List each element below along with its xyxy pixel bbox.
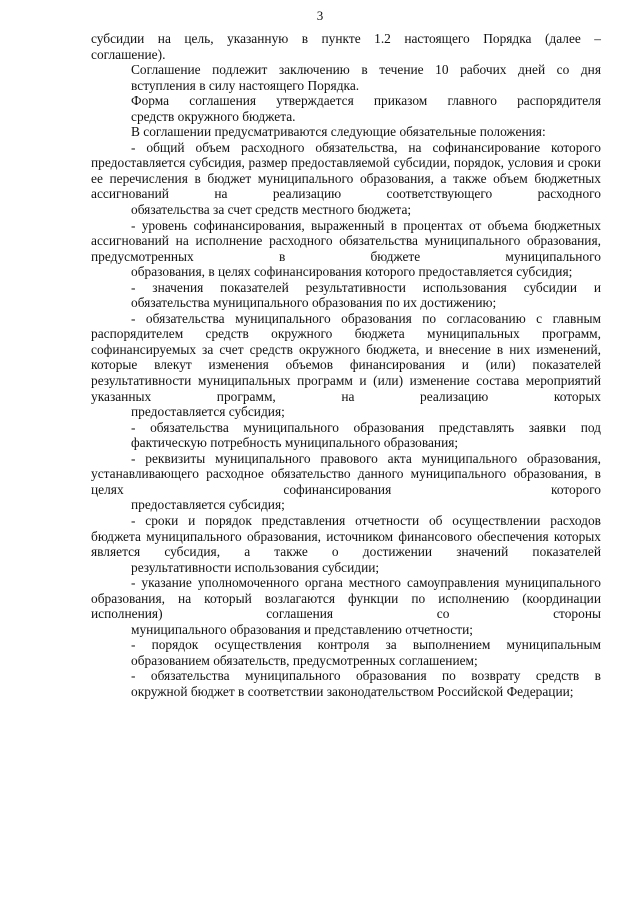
paragraph-line: исполнению (координации исполнения) соглашения со стороны [91, 590, 601, 622]
paragraph-last-line: окружной бюджет в соответствии законодательством Российской Федерации; [131, 683, 574, 699]
paragraph-line: Форма соглашения утверждается приказом главного распорядителя [131, 93, 601, 109]
paragraph-last-line: соглашение). [91, 46, 166, 62]
paragraph-line: субсидии на цель, указанную в пункте 1.2 настоящего Порядка (далее – [91, 31, 601, 46]
paragraph-line: бюджета муниципального образования, источником финансового обеспечения [91, 528, 549, 544]
paragraph-line: показателей результативности муниципальных программ и (или) изменение [91, 357, 601, 389]
paragraph-line: образования, устанавливающего расходное обязательство данного [91, 450, 601, 482]
paragraph [91, 451, 601, 513]
paragraph-line: - реквизиты муниципального правового акта муниципального [131, 450, 518, 466]
paragraph-line: предоставляется субсидия, размер предоставляемой субсидии, порядок, условия [91, 155, 554, 171]
paragraph-last-line: образования, в целях софинансирования которого предоставляется субсидия; [131, 264, 573, 280]
paragraph [91, 575, 601, 637]
paragraph-line: бюджетных ассигнований на реализацию соответствующего расходного [91, 170, 601, 202]
paragraph-line: - порядок осуществления контроля за выполнением муниципальным [131, 637, 601, 653]
paragraph-line: изменений, которые влекут изменения объемов финансирования и (или) [91, 341, 601, 373]
paragraph-line: софинансируемых за счет средств окружного бюджета, и внесение в них [91, 341, 531, 357]
paragraph-last-line: результативности использования субсидии; [131, 559, 380, 575]
paragraph [91, 124, 601, 140]
paragraph-last-line: муниципального образования и представлению отчетности; [131, 621, 473, 637]
paragraph-line: муниципального образования, предусмотренных в бюджете муниципального [91, 233, 601, 264]
paragraph-last-line: предоставляется субсидия; [131, 404, 285, 420]
paragraph-line: - сроки и порядок представления отчетности об осуществлении расходов [131, 512, 601, 528]
paragraph-line: которых является субсидия, а также о достижении значений показателей [91, 528, 601, 560]
paragraph-last-line: образованием обязательств, предусмотренных соглашением; [131, 652, 478, 668]
paragraph-last-line: обязательства муниципального образования по их достижению; [131, 295, 497, 311]
paragraph-line: - указание уполномоченного органа местного самоуправления [131, 575, 500, 591]
paragraph-line: - значения показателей результативности использования субсидии и [131, 279, 601, 295]
paragraph-line: и сроки ее перечисления в бюджет муниципального образования, а также объем [91, 155, 601, 186]
paragraph-line: - обязательства муниципального образования по возврату средств в [131, 668, 601, 684]
paragraph [91, 311, 601, 420]
paragraph-line: бюджетных ассигнований на исполнение расходного обязательства [91, 217, 601, 249]
paragraph-line: распорядителем средств окружного бюджета муниципальных программ, [91, 326, 601, 342]
paragraph-last-line: В соглашении предусматриваются следующие обязательные положения: [131, 124, 546, 140]
paragraph [91, 668, 601, 699]
paragraph-last-line: фактическую потребность муниципального образования; [131, 435, 459, 451]
paragraph-line: состава мероприятий указанных программ, на реализацию которых [91, 373, 601, 404]
document-body [91, 31, 601, 700]
paragraph [91, 218, 601, 280]
paragraph [91, 513, 601, 575]
paragraph-line: Соглашение подлежит заключению в течение 10 рабочих дней со дня [131, 62, 601, 78]
paragraph-line: муниципального образования, на который возлагаются функции по [91, 575, 601, 606]
paragraph [91, 420, 601, 451]
paragraph [91, 140, 601, 218]
paragraph-last-line: вступления в силу настоящего Порядка. [131, 77, 360, 93]
paragraph-line: - обязательства муниципального образования представлять заявки под [131, 419, 601, 435]
paragraph-line: - уровень софинансирования, выраженный в процентах от объема [131, 217, 529, 233]
paragraph [91, 637, 601, 668]
paragraph-last-line: средств окружного бюджета. [131, 108, 296, 124]
paragraph [91, 93, 601, 124]
page-number: 3 [316, 8, 324, 23]
paragraph-last-line: предоставляется субсидия; [131, 497, 285, 513]
paragraph [91, 31, 601, 62]
paragraph-line: - обязательства муниципального образования по согласованию с главным [131, 310, 601, 326]
paragraph [91, 62, 601, 93]
paragraph-line: - общий объем расходного обязательства, на софинансирование которого [131, 139, 601, 155]
paragraph-last-line: обязательства за счет средств местного бюджета; [131, 202, 412, 218]
paragraph [91, 280, 601, 311]
paragraph-line: муниципального образования, в целях софинансирования которого [91, 466, 601, 497]
